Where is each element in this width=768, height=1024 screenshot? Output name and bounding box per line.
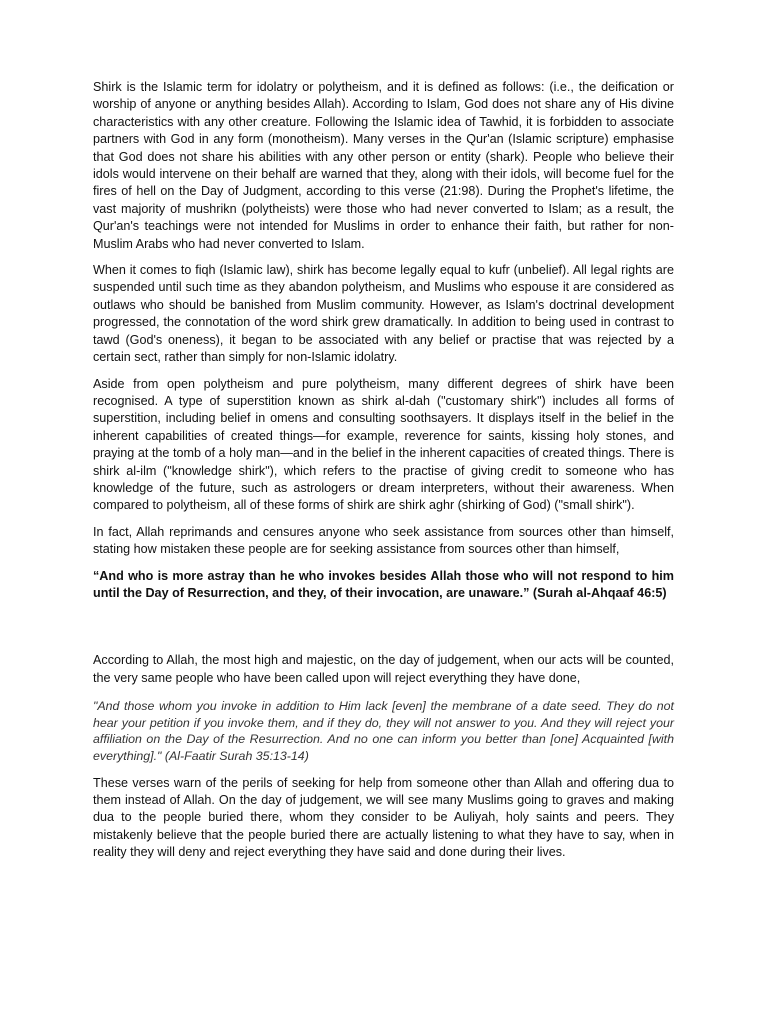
paragraph-degrees-of-shirk: Aside from open polytheism and pure polytheism, many different degrees of shirk have been recognised. A type of superstition known as shirk al-dah ("customary shirk") includes all forms of superstition, including belief in omens and consulting soothsayers. It displays itself in the belief in the inherent capabilities of created things—for example, reverence for saints, kissing holy stones, and praying at the tomb of a holy man—and in the belief in the inherent capacities of created things. There is shirk al-ilm ("knowledge shirk"), which refers to the practise of giving credit to someone who has knowledge of the future, such as astrologers or dream interpreters, without their awareness. When compared to polytheism, all of these forms of shirk are shirk aghr (shirking of God) ("small shirk"). (93, 376, 674, 513)
document-page (93, 79, 674, 862)
paragraph-verses-warn: These verses warn of the perils of seeking for help from someone other than Allah and offering dua to them instead of Allah. On the day of judgement, we will see many Muslims going to graves and making dua to the people buried there, whom they consider to be Auliyah, holy saints and peers. They mistakenly believe that the people buried there are actually listening to what they have to say, when in reality they will deny and reject everything they have said and done during their lives. (93, 775, 674, 860)
paragraph-allah-reprimands: In fact, Allah reprimands and censures anyone who seek assistance from sources other than himself, stating how mistaken these people are for seeking assistance from sources other than himself, (93, 524, 674, 557)
paragraph-fiqh: When it comes to fiqh (Islamic law), shirk has become legally equal to kufr (unbelief). All legal rights are suspended until such time as they abandon polytheism, and Muslims who espouse it are considered as outlaws who should be banished from Muslim community. However, as Islam's doctrinal development progressed, the connotation of the word shirk grew dramatically. In addition to being used in contrast to tawd (God's oneness), it began to be associated with any belief or practise that was rejected by a certain sect, rather than simply for non-Islamic idolatry. (93, 263, 674, 365)
quote-surah-ahqaaf: “And who is more astray than he who invokes besides Allah those who will not respond to him until the Day of Resurrection, and they, of their invocation, are unaware.” (Surah al-Ahqaaf 46:5) (93, 568, 674, 600)
verse-surah-faatir: "And those whom you invoke in addition to Him lack [even] the membrane of a date seed. They do not hear your petition if you invoke them, and if they do, they will not answer to you. And they will reject your affiliation on the Day of the Resurrection. And no one can inform you better than [one] Acquainted [with everything]." (Al-Faatir Surah 35:13-14) (93, 699, 674, 763)
paragraph-day-of-judgement: According to Allah, the most high and majestic, on the day of judgement, when our acts will be counted, the very same people who have been called upon will reject everything they have done, (93, 653, 674, 685)
paragraph-shirk-definition: Shirk is the Islamic term for idolatry or polytheism, and it is defined as follows: (i.e., the deification or worship of anyone or anything besides Allah). According to Islam, God does not share any of His divine characteristics with any other creature. Following the Islamic idea of Tawhid, it is forbidden to associate partners with God in any form (monotheism). Many verses in the Qur'an (Islamic scripture) emphasise that God does not share his abilities with any other person or entity (shark). People who believe their idols would intervene on their behalf are warned that they, along with their idols, will become fuel for the fires of hell on the Day of Judgment, according to this verse (21:98). During the Prophet's lifetime, the vast majority of mushrikn (polytheists) were those who had never converted to Islam; as a result, the Qur'an's teachings were not intended for Muslims in order to enhance their faith, but rather for non-Muslim Arabs who had never converted to Islam. (93, 80, 674, 251)
